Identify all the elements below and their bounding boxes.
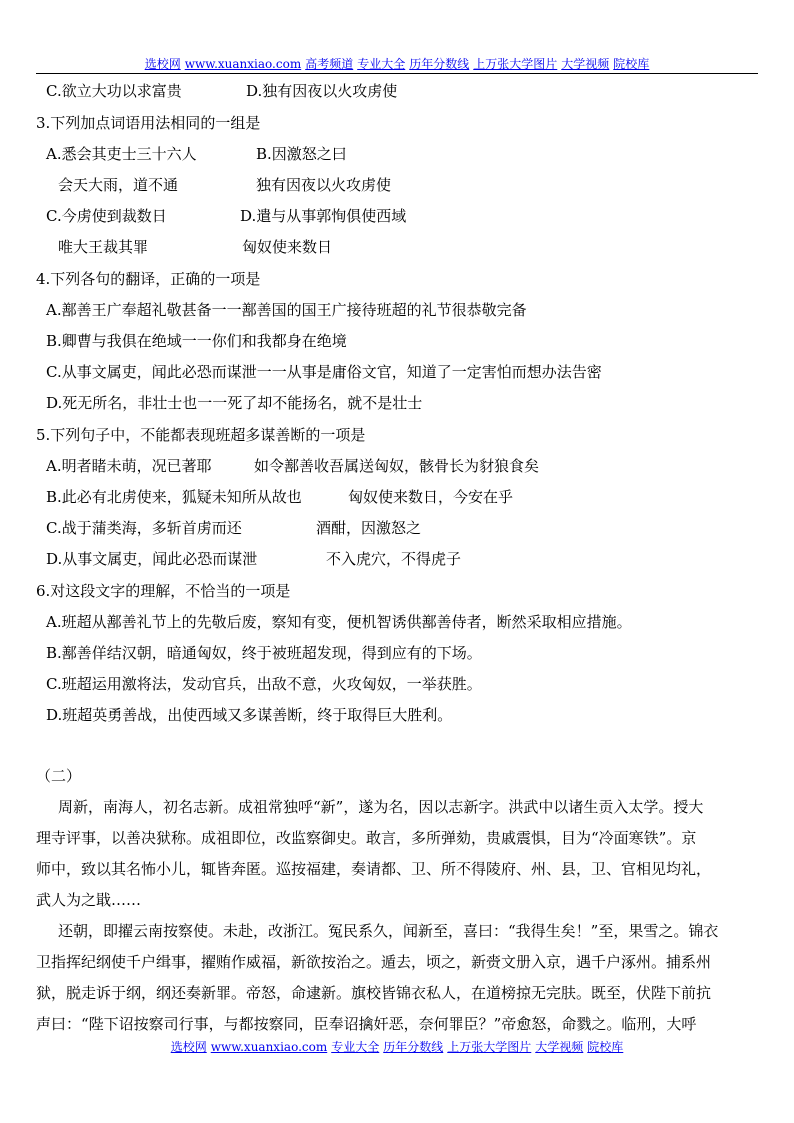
- header-link-url[interactable]: www.xuanxiao.com: [184, 57, 302, 71]
- footer-link-xuanxiao[interactable]: 选校网: [170, 1040, 207, 1054]
- q3-option-c-line1: C.今虏使到裁数日: [46, 207, 167, 225]
- header-link-gaokao[interactable]: 高考频道: [305, 57, 354, 71]
- q4-option-c: C.从事文属吏，闻此必恐而谋泄一一从事是庸俗文官，知道了一定害怕而想办法告密: [46, 363, 602, 381]
- q6-option-a: A.班超从鄯善礼节上的先敬后废，察知有变，便机智诱供鄯善侍者，断然采取相应措施。: [46, 613, 632, 631]
- header-link-majors[interactable]: 专业大全: [357, 57, 406, 71]
- q3-option-d-line1: D.遣与从事郭恂俱使西域: [240, 207, 407, 225]
- q3-option-a-line1: A.悉会其吏士三十六人: [46, 145, 197, 163]
- q5-option-a-part2: 如令鄯善收吾属送匈奴，骸骨长为豺狼食矣: [254, 457, 540, 475]
- q3-stem: 3.下列加点词语用法相同的一组是: [36, 114, 261, 132]
- q5-option-a-part1: A.明者睹未萌，况已著耶: [46, 457, 212, 475]
- q3-option-c-line2: 唯大王裁其罪: [58, 238, 149, 256]
- header-link-scores[interactable]: 历年分数线: [409, 57, 470, 71]
- footer-link-campus-photos[interactable]: 上万张大学图片: [447, 1040, 532, 1054]
- q6-option-b: B.鄯善佯结汉朝，暗通匈奴，终于被班超发现，得到应有的下场。: [46, 644, 482, 662]
- q5-option-c-part2: 酒酣，因激怒之: [316, 519, 422, 537]
- q2-option-c: C.欲立大功以求富贵: [46, 82, 182, 100]
- q5-option-b-part2: 匈奴使来数日，今安在乎: [348, 488, 514, 506]
- q6-option-c: C.班超运用激将法，发动官兵，出敌不意，火攻匈奴，一举获胜。: [46, 675, 482, 693]
- q5-option-c-part1: C.战于蒲类海，多斩首虏而还: [46, 519, 242, 537]
- q5-option-b-part1: B.此必有北虏使来，狐疑未知所从故也: [46, 488, 302, 506]
- header-link-school-db[interactable]: 院校库: [613, 57, 650, 71]
- q5-stem: 5.下列句子中，不能都表现班超多谋善断的一项是: [36, 426, 366, 444]
- q3-option-a-line2: 会天大雨，道不通: [58, 176, 179, 194]
- q3-option-d-line2: 匈奴使来数日: [242, 238, 333, 256]
- header-link-xuanxiao[interactable]: 选校网: [144, 57, 181, 71]
- passage-p1-line4: 武人为之戢……: [36, 891, 142, 909]
- q4-stem: 4.下列各句的翻译，正确的一项是: [36, 270, 261, 288]
- page-header-links: [0, 57, 794, 71]
- header-link-campus-photos[interactable]: 上万张大学图片: [473, 57, 558, 71]
- footer-link-url[interactable]: www.xuanxiao.com: [210, 1040, 328, 1054]
- passage-p2-line1: 还朝，即擢云南按察使。未赴，改浙江。冤民系久，闻新至，喜曰：“我得生矣！”至，果雪之。锦衣: [58, 922, 719, 940]
- q4-option-a: A.鄯善王广奉超礼敬甚备一一鄯善国的国王广接待班超的礼节很恭敬完备: [46, 301, 527, 319]
- passage-p1-line3: 师中，致以其名怖小儿，辄皆奔匿。巡按福建，奏请都、卫、所不得陵府、州、县，卫、官相见均礼，: [36, 860, 712, 878]
- header-link-videos[interactable]: 大学视频: [561, 57, 610, 71]
- q3-option-b-line1: B.因激怒之曰: [256, 145, 347, 163]
- passage-p2-line4: 声曰：“陛下诏按察司行事，与都按察同，臣奉诏擒奸恶，奈何罪臣？”帝愈怒，命戮之。临刑，大呼: [36, 1015, 697, 1033]
- header-rule: [36, 73, 758, 74]
- q4-option-b: B.卿曹与我俱在绝域一一你们和我都身在绝境: [46, 332, 347, 350]
- q2-option-d: D.独有因夜以火攻虏使: [246, 82, 398, 100]
- footer-link-school-db[interactable]: 院校库: [587, 1040, 624, 1054]
- q3-option-b-line2: 独有因夜以火攻虏使: [256, 176, 392, 194]
- q6-stem: 6.对这段文字的理解，不恰当的一项是: [36, 582, 291, 600]
- footer-link-videos[interactable]: 大学视频: [535, 1040, 584, 1054]
- passage-p2-line2: 卫指挥纪纲使千户缉事，擢贿作威福，新欲按治之。遁去，顷之，新赍文册入京，遇千户涿州。捕系州: [36, 953, 712, 971]
- page-footer-links: [0, 1040, 794, 1054]
- q4-option-d: D.死无所名，非壮士也一一死了却不能扬名，就不是壮士: [46, 394, 423, 412]
- footer-link-scores[interactable]: 历年分数线: [383, 1040, 444, 1054]
- passage-p1-line2: 理寺评事，以善决狱称。成祖即位，改监察御史。敢言，多所弹劾，贵戚震惧，目为“冷面寒铁”。京: [36, 829, 697, 847]
- footer-link-majors[interactable]: 专业大全: [331, 1040, 380, 1054]
- passage-p2-line3: 狱，脱走诉于纲，纲还奏新罪。帝怒，命逮新。旗校皆锦衣私人，在道榜掠无完肤。既至，伏陛下前抗: [36, 984, 712, 1002]
- passage-p1-line1: 周新，南海人，初名志新。成祖常独呼“新”，遂为名，因以志新字。洪武中以诸生贡入太学。授大: [58, 798, 704, 816]
- q6-option-d: D.班超英勇善战，出使西域又多谋善断，终于取得巨大胜利。: [46, 706, 453, 724]
- q5-option-d-part1: D.从事文属吏，闻此必恐而谋泄: [46, 550, 258, 568]
- section-heading: （二）: [36, 767, 82, 785]
- q5-option-d-part2: 不入虎穴，不得虎子: [326, 550, 462, 568]
